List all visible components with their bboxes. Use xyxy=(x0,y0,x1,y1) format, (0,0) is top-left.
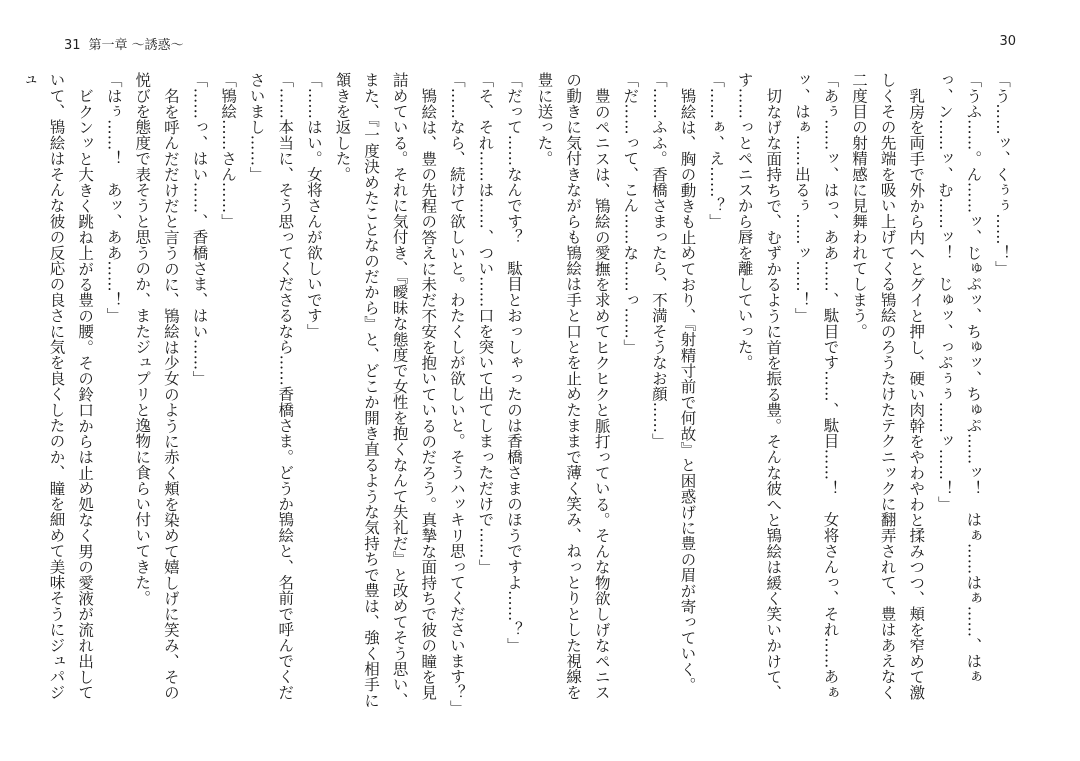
paragraph: 「うふ……。ん……ッ、じゅぷッ、ちゅッ、ちゅぷ……ッ！ はぁ……はぁ……、はぁっ、ン……ッ、む……ッ！ じゅッ、っぷぅぅ……ッ……！」 xyxy=(935,72,983,685)
paragraph: 鴇絵は、豊の先程の答えに未だ不安を抱いているのだろう。真摯な面持ちで彼の瞳を見詰めている。それに気付き、『曖昧な態度で女性を抱くなんて失礼だ』と改めてそう思い、また、『一度決めたことなのだから』と、どこか開き直るような気持ちで豊は、強く相手に頷きを返した。 xyxy=(333,72,438,708)
paragraph: 「はぅ……！ あッ、ああ……！」 xyxy=(104,72,123,324)
paragraph: 「そ、それ……は……、つい……口を突いて出てしまっただけで……」 xyxy=(476,72,495,575)
left-page-text xyxy=(18,72,540,716)
paragraph: 「……はい。女将さんが欲しいです」 xyxy=(304,72,323,339)
right-page-number: 30 xyxy=(999,34,1016,49)
paragraph: 名を呼んだだけだと言うのに、鴇絵は少女のように赤く頬を染めて嬉しげに笑み、その悦びを態度で表そうと思うのか、またジュプリと逸物に食らい付いてきた。 xyxy=(133,72,180,700)
paragraph: 「……なら、続けて欲しいと。わたくしが欲しいと。そうハッキリ思ってくださいます？」 xyxy=(447,72,466,716)
paragraph: 豊のペニスは、鴇絵の愛撫を求めてヒクヒクと脈打っている。そんな物欲しげなペニスの動きに気付きながらも鴇絵は手と口とを止めたままで薄く笑み、ねっとりとした視線を豊に送った。 xyxy=(535,72,611,700)
paragraph: 「……ふふ。香橋さまったら、不満そうなお顔……」 xyxy=(649,72,668,449)
left-page-number: 31 xyxy=(64,38,81,53)
right-page-text xyxy=(535,72,1016,712)
running-head: 第一章 〜誘惑〜 xyxy=(88,38,184,53)
paragraph: 「鴇絵……さん……」 xyxy=(219,72,238,229)
paragraph: 切なげな面持ちで、むずかるように首を振る豊。そんな彼へと鴇絵は緩く笑いかけて、す……っとペニスから唇を離していった。 xyxy=(735,72,783,700)
right-page xyxy=(535,0,1080,761)
paragraph: 鴇絵は、胸の動きも止めており、『射精寸前で何故』と困惑げに豊の眉が寄っていく。 xyxy=(678,87,697,693)
paragraph: 「……本当に、そう思ってくださるなら……香橋さま。どうか鴇絵と、名前で呼んでくださいまし……」 xyxy=(247,72,295,700)
paragraph: ビクンッと大きく跳ね上がる豊の腰。その鈴口からは止め処なく男の愛液が流れ出していて、鴇絵はそんな彼の反応の良さに気を良くしたのか、瞳を細めて美味そうにジュパジュ xyxy=(18,72,95,700)
paragraph: 「……っ、はい……、香橋さま、はい……」 xyxy=(190,72,209,386)
paragraph: 「う……ッ、くぅぅ……！」 xyxy=(993,72,1011,277)
right-page-header xyxy=(999,34,1016,49)
paragraph: 「……ぁ、え……？」 xyxy=(707,72,726,229)
left-page-header xyxy=(64,34,184,53)
paragraph: 乳房を両手で外から内へとグイと押し、硬い肉幹をやわやわと揉みつつ、頬を窄めて激しくその先端を吸い上げてくる鴇絵のろうたけたテクニックに翻弄されて、豊はあえなく二度目の射精感に見舞われてしまう。 xyxy=(850,72,926,700)
paragraph: 「だ……って、こん……な……っ……」 xyxy=(621,72,640,355)
paragraph: 「だって……なんです？ 駄目とおっしゃったのは香橋さまのほうですよ……？」 xyxy=(505,72,523,653)
paragraph: 「あぅ……ッ、はっ、ああ……、駄目です……、駄目……！ 女将さんっ、それ……あぁッ、はぁ……出るぅ……ッ……！」 xyxy=(792,72,840,700)
